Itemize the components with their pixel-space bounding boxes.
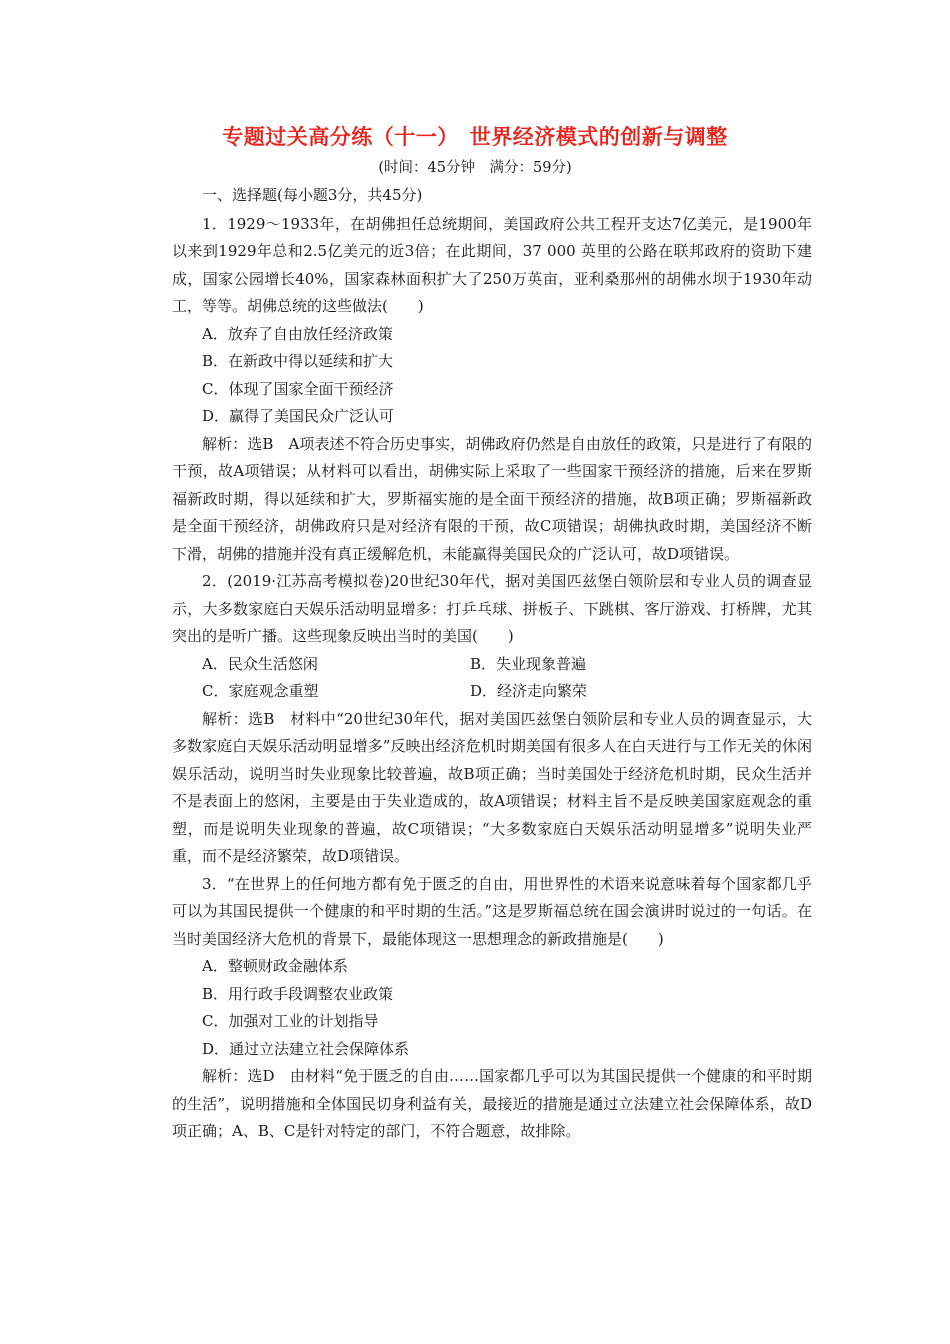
document-body [172,182,812,1146]
option-b: B．在新政中得以延续和扩大 [202,352,394,370]
question-3 [172,871,812,1146]
question-stem: 1．1929～1933年，在胡佛担任总统期间，美国政府公共工程开支达7亿美元，是1900年以来到1929年总和2.5亿美元的近3倍；在此期间，37 000 英里的公路在联邦政府的资助下建成，国家公园增长40%，国家森林面积扩大了250万英亩，亚利桑那州的胡佛水坝于1930年动工，等等。胡佛总统的这些做法( ) [172,214,812,315]
option-a: A．民众生活悠闲 [202,654,318,673]
option-a: A．放弃了自由放任经济政策 [202,324,393,343]
option-a: A．整顿财政金融体系 [202,957,348,975]
answer-analysis: 解析：选B 材料中“20世纪30年代，据对美国匹兹堡白领阶层和专业人员的调查显示，大多数家庭白天娱乐活动明显增多”反映出经济危机时期美国有很多人在白天进行与工作无关的休闲娱乐活动，说明当时失业现象比较普遍，故B项正确；当时美国处于经济危机时期，民众生活并不是表面上的悠闲，主要是由于失业造成的，故A项错误；材料主旨不是反映美国家庭观念的重塑，而是说明失业现象的普遍，故C项错误；“大多数家庭白天娱乐活动明显增多”说明失业严重，而不是经济繁荣，故D项错误。 [172,709,812,865]
question-2 [172,568,812,871]
option-c: C．体现了国家全面干预经济 [202,379,394,398]
question-1 [172,211,812,569]
question-stem: 3．“在世界上的任何地方都有免于匮乏的自由，用世界性的术语来说意味着每个国家都几乎可以为其国民提供一个健康的和平时期的生活。”这是罗斯福总统在国会演讲时说过的一句话。在当时美国经济大危机的背景下，最能体现这一思想理念的新政措施是( ) [172,874,812,948]
options-row [172,651,812,679]
option-d: D．通过立法建立社会保障体系 [202,1039,410,1058]
option-b: B．用行政手段调整农业政策 [202,984,394,1003]
options-row [172,678,812,706]
exam-info: (时间：45分钟 满分：59分) [378,160,572,176]
question-stem: 2．(2019·江苏高考模拟卷)20世纪30年代，据对美国匹兹堡白领阶层和专业人员的调查显示，大多数家庭白天娱乐活动明显增多：打乒乓球、拼板子、下跳棋、客厅游戏、打桥牌，尤其突出的是听广播。这些现象反映出当时的美国( ) [172,572,812,645]
option-d: D．经济走向繁荣 [470,682,588,700]
answer-analysis: 解析：选B A项表述不符合历史事实，胡佛政府仍然是自由放任的政策，只是进行了有限的干预，故A项错误；从材料可以看出，胡佛实际上采取了一些国家干预经济的措施，后来在罗斯福新政时期，得以延续和扩大，罗斯福实施的是全面干预经济的措施，故B项正确；罗斯福新政是全面干预经济，胡佛政府只是对经济有限的干预，故C项错误；胡佛执政时期，美国经济不断下滑，胡佛的措施并没有真正缓解危机，未能赢得美国民众的广泛认可，故D项错误。 [172,434,812,563]
section-heading: 一、选择题(每小题3分，共45分) [202,186,423,204]
page-title: 专题过关高分练（十一） 世界经济模式的创新与调整 [222,125,728,149]
option-d: D．赢得了美国民众广泛认可 [202,407,395,425]
option-c: C．加强对工业的计划指导 [202,1012,379,1030]
answer-analysis: 解析：选D 由材料“免于匮乏的自由……国家都几乎可以为其国民提供一个健康的和平时期的生活”，说明措施和全体国民切身利益有关，最接近的措施是通过立法建立社会保障体系，故D项正确；A、B、C是针对特定的部门，不符合题意，故排除。 [172,1067,812,1140]
option-c: C．家庭观念重塑 [202,682,319,700]
option-b: B．失业现象普遍 [470,654,587,673]
